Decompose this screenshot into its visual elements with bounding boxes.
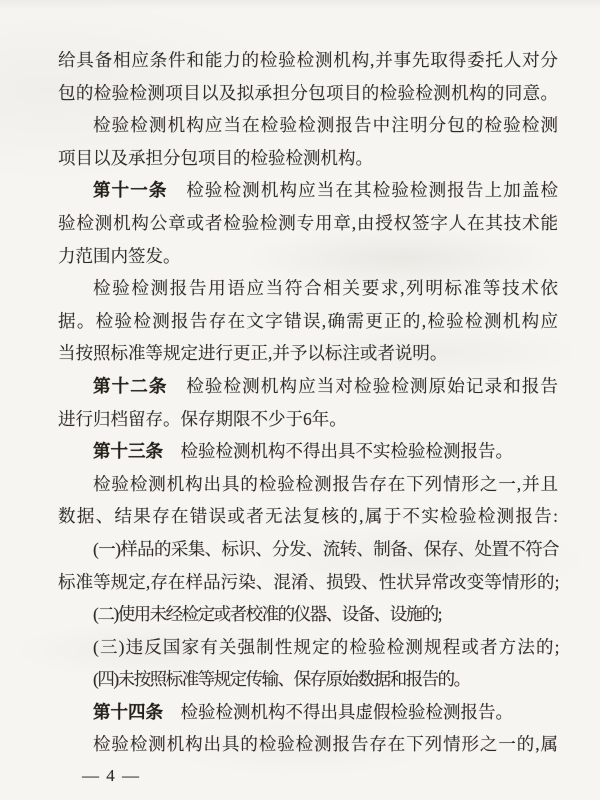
- text-line: [58, 240, 558, 273]
- line-text: 标准等规定,存在样品污染、混淆、损毁、性状异常改变等情形的;: [58, 571, 558, 592]
- text-line: [58, 370, 558, 403]
- list-item-line: [58, 566, 558, 599]
- line-text: 包的检验检测项目以及拟承担分包项目的检验检测机构的同意。: [58, 82, 558, 103]
- text-line: [58, 435, 558, 468]
- line-text: 检验检测机构出具的检验检测报告存在下列情形之一,并且: [93, 473, 558, 494]
- text-line: [58, 305, 558, 338]
- text-line: [58, 77, 558, 110]
- line-text: 检验检测报告用语应当符合相关要求,列明标准等技术依: [93, 278, 558, 299]
- line-text: 检验检测机构应当在其检验检测报告上加盖检: [167, 180, 559, 201]
- list-item-line: [58, 533, 558, 566]
- line-text: (二)使用未经检定或者校准的仪器、设备、设施的;: [93, 604, 442, 625]
- text-line: [58, 207, 558, 240]
- text-line: [58, 468, 558, 501]
- text-line: [58, 500, 558, 533]
- line-text: 给具备相应条件和能力的检验检测机构,并事先取得委托人对分: [58, 50, 558, 70]
- text-line: [58, 696, 558, 729]
- line-text: 力范围内签发。: [58, 245, 181, 266]
- article-number: 第十三条: [93, 441, 163, 462]
- line-text: 检验检测机构不得出具虚假检验检测报告。: [163, 701, 513, 722]
- line-text: 进行归档留存。保存期限不少于6年。: [58, 408, 347, 429]
- line-text: (四)未按照标准等规定传输、保存原始数据和报告的。: [93, 669, 470, 690]
- article-number: 第十二条: [93, 375, 168, 396]
- text-line: [58, 109, 558, 142]
- text-line: [58, 337, 558, 370]
- line-text: 项目以及承担分包项目的检验检测机构。: [58, 147, 373, 168]
- line-text: (一)样品的采集、标识、分发、流转、制备、保存、处置不符合: [93, 538, 558, 559]
- document-body: [58, 44, 558, 761]
- list-item-line: [58, 631, 558, 664]
- line-text: 据。检验检测报告存在文字错误,确需更正的,检验检测机构应: [58, 310, 558, 331]
- text-line: [58, 174, 558, 207]
- line-text: 验检测机构公章或者检验检测专用章,由授权签字人在其技术能: [58, 212, 558, 233]
- list-item-line: [58, 663, 558, 696]
- list-item-line: [58, 598, 558, 631]
- line-text: 当按照标准等规定进行更正,并予以标注或者说明。: [58, 343, 448, 364]
- text-line: [58, 272, 558, 305]
- text-line: [58, 728, 558, 761]
- text-line: [58, 44, 558, 77]
- line-text: (三)违反国家有关强制性规定的检验检测规程或者方法的;: [93, 636, 558, 657]
- text-line: [58, 403, 558, 436]
- line-text: 数据、结果存在错误或者无法复核的,属于不实检验检测报告:: [58, 506, 558, 527]
- article-number: 第十一条: [93, 180, 168, 201]
- article-number: 第十四条: [93, 701, 163, 722]
- line-text: 检验检测机构不得出具不实检验检测报告。: [163, 441, 513, 462]
- line-text: 检验检测机构应当对检验检测原始记录和报告: [167, 375, 559, 396]
- line-text: 检验检测机构出具的检验检测报告存在下列情形之一的,属: [93, 734, 558, 755]
- text-line: [58, 142, 558, 175]
- page-number: — 4 —: [82, 766, 141, 785]
- line-text: 检验检测机构应当在检验检测报告中注明分包的检验检测: [93, 115, 558, 136]
